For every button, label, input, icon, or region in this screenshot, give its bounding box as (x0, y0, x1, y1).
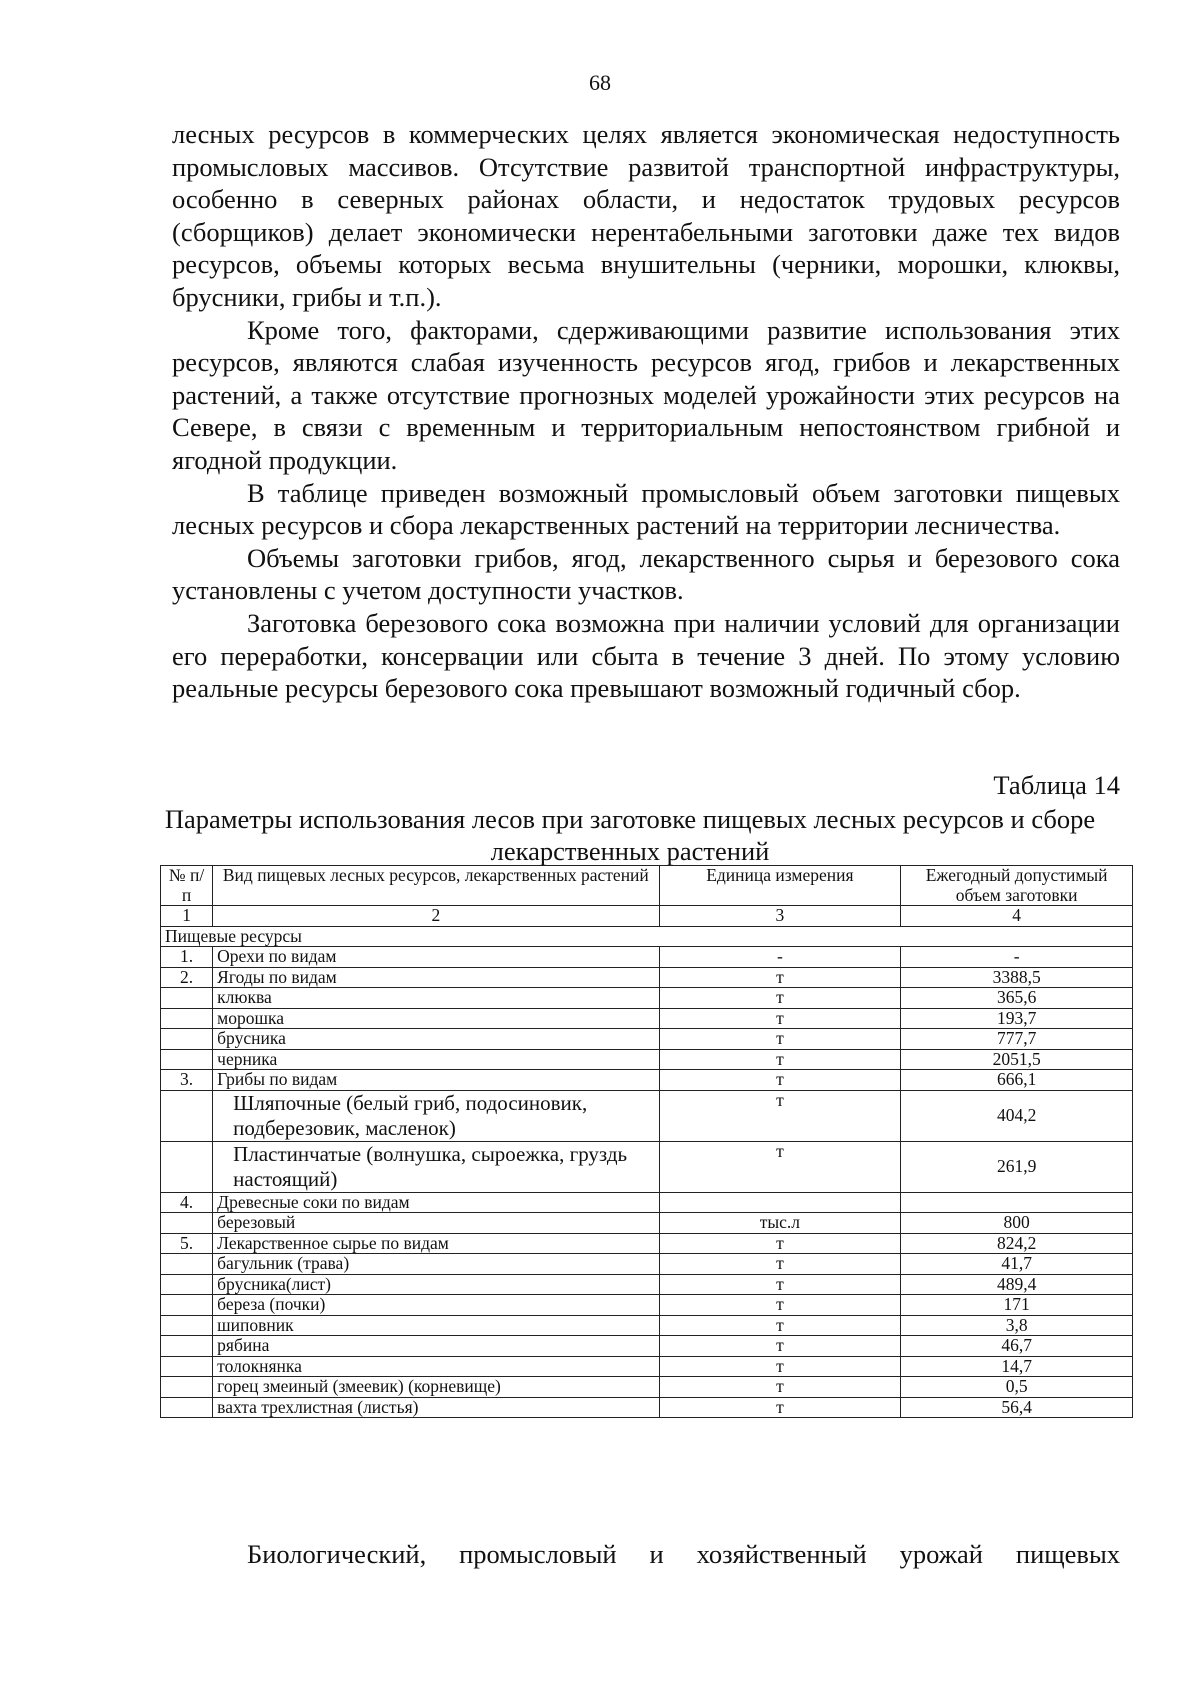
table-row (161, 1049, 1133, 1070)
resource-name-cell: Орехи по видам (213, 947, 659, 968)
row-number-cell (161, 1356, 213, 1377)
unit-cell: т (659, 1295, 901, 1316)
row-number-cell (161, 1213, 213, 1234)
table-row (161, 988, 1133, 1009)
paragraph: Объемы заготовки грибов, ягод, лекарственного сырья и березового сока установлены с учетом доступности участков. (172, 542, 1120, 606)
volume-cell: 56,4 (901, 1397, 1133, 1418)
row-number-cell (161, 1295, 213, 1316)
table-row (161, 947, 1133, 968)
resources-table (160, 865, 1133, 1418)
table-row (161, 1233, 1133, 1254)
resource-name-cell: вахта трехлистная (листья) (213, 1397, 659, 1418)
row-number-cell (161, 1336, 213, 1357)
volume-cell: 171 (901, 1295, 1133, 1316)
volume-cell: 666,1 (901, 1070, 1133, 1091)
unit-cell: т (659, 1356, 901, 1377)
resource-name-cell: Лекарственное сырье по видам (213, 1233, 659, 1254)
unit-cell: т (659, 1336, 901, 1357)
table-row (161, 1090, 1133, 1141)
volume-cell: 193,7 (901, 1008, 1133, 1029)
table-row (161, 1213, 1133, 1234)
table-row (161, 1254, 1133, 1275)
row-number-cell (161, 988, 213, 1009)
resource-name-cell: горец змеиный (змеевик) (корневище) (213, 1377, 659, 1398)
row-number-cell (161, 1377, 213, 1398)
unit-cell (659, 1192, 901, 1213)
header-cell: Вид пищевых лесных ресурсов, лекарственных растений (213, 866, 659, 906)
volume-cell: 46,7 (901, 1336, 1133, 1357)
row-number-cell: 3. (161, 1070, 213, 1091)
unit-cell: т (659, 988, 901, 1009)
row-number-cell (161, 1254, 213, 1275)
resource-name-cell: черника (213, 1049, 659, 1070)
header-number-cell: 3 (659, 906, 901, 927)
header-number-cell: 2 (213, 906, 659, 927)
body-text (172, 118, 1120, 705)
volume-cell (901, 1192, 1133, 1213)
section-cell: Пищевые ресурсы (161, 926, 1133, 947)
volume-cell: 824,2 (901, 1233, 1133, 1254)
row-number-cell (161, 1090, 213, 1141)
header-number-cell: 4 (901, 906, 1133, 927)
resource-name-cell: Шляпочные (белый гриб, подосиновик, подберезовик, масленок) (213, 1090, 659, 1141)
volume-cell: 2051,5 (901, 1049, 1133, 1070)
unit-cell: т (659, 1029, 901, 1050)
table-caption: Таблица 14 (993, 770, 1120, 800)
paragraph: Заготовка березового сока возможна при наличии условий для организации его переработки, консервации или сбыта в течение 3 дней. По этому условию реальные ресурсы березового сока превышают возможный годичный сбор. (172, 607, 1120, 704)
unit-cell: т (659, 1090, 901, 1141)
paragraph: Кроме того, факторами, сдерживающими развитие использования этих ресурсов, являются слабая изученность ресурсов ягод, грибов и лекарственных растений, а также отсутствие прогнозных моделей урожайности этих ресурсов на Севере, в связи с временным и территориальным непостоянством грибной и ягодной продукции. (172, 314, 1120, 475)
row-number-cell: 2. (161, 967, 213, 988)
paragraph: В таблице приведен возможный промысловый объем заготовки пищевых лесных ресурсов и сбора лекарственных растений на территории лесничества. (172, 477, 1120, 541)
row-number-cell (161, 1049, 213, 1070)
volume-cell: 777,7 (901, 1029, 1133, 1050)
row-number-cell (161, 1274, 213, 1295)
volume-cell: 365,6 (901, 988, 1133, 1009)
row-number-cell (161, 1008, 213, 1029)
resource-name-cell: клюква (213, 988, 659, 1009)
volume-cell: 404,2 (901, 1090, 1133, 1141)
table-row (161, 1008, 1133, 1029)
resource-name-cell: шиповник (213, 1315, 659, 1336)
volume-cell: 3,8 (901, 1315, 1133, 1336)
table-title: Параметры использования лесов при заготовке пищевых лесных ресурсов и сборе лекарственных растений (164, 804, 1096, 866)
paragraph: лесных ресурсов в коммерческих целях является экономическая недоступность промысловых массивов. Отсутствие развитой транспортной инфраструктуры, особенно в северных районах области, и недостаток трудовых ресурсов (сборщиков) делает экономически нерентабельными заготовки даже тех видов ресурсов, объемы которых весьма внушительны (черники, морошки, клюквы, брусники, грибы и т.п.). (172, 119, 1120, 312)
table-row (161, 1274, 1133, 1295)
row-number-cell (161, 1397, 213, 1418)
unit-cell: т (659, 1377, 901, 1398)
volume-cell: 0,5 (901, 1377, 1133, 1398)
unit-cell: т (659, 1274, 901, 1295)
volume-cell: 41,7 (901, 1254, 1133, 1275)
volume-cell: 14,7 (901, 1356, 1133, 1377)
table-row (161, 1295, 1133, 1316)
header-number-cell: 1 (161, 906, 213, 927)
unit-cell: - (659, 947, 901, 968)
unit-cell: т (659, 1141, 901, 1192)
table-header-number-row (161, 906, 1133, 927)
header-cell: Ежегодный допустимый объем заготовки (901, 866, 1133, 906)
table-row (161, 1397, 1133, 1418)
resource-name-cell: толокнянка (213, 1356, 659, 1377)
final-line: Биологический, промысловый и хозяйственный урожай пищевых (247, 1539, 1120, 1569)
volume-cell: 3388,5 (901, 967, 1133, 988)
table-row (161, 1336, 1133, 1357)
table-row (161, 1356, 1133, 1377)
unit-cell: т (659, 1049, 901, 1070)
table-header-row (161, 866, 1133, 906)
table-row (161, 1192, 1133, 1213)
volume-cell: - (901, 947, 1133, 968)
table-row (161, 1141, 1133, 1192)
volume-cell: 800 (901, 1213, 1133, 1234)
row-number-cell: 5. (161, 1233, 213, 1254)
resource-name-cell: Грибы по видам (213, 1070, 659, 1091)
resource-name-cell: брусника (213, 1029, 659, 1050)
table-row (161, 967, 1133, 988)
row-number-cell (161, 1141, 213, 1192)
unit-cell: т (659, 1397, 901, 1418)
table-row (161, 1377, 1133, 1398)
resource-name-cell: морошка (213, 1008, 659, 1029)
unit-cell: т (659, 967, 901, 988)
resource-name-cell: Ягоды по видам (213, 967, 659, 988)
resource-name-cell: Древесные соки по видам (213, 1192, 659, 1213)
unit-cell: т (659, 1254, 901, 1275)
row-number-cell (161, 1315, 213, 1336)
resource-name-cell: Пластинчатые (волнушка, сыроежка, груздь настоящий) (213, 1141, 659, 1192)
table-row (161, 1029, 1133, 1050)
table-row (161, 1070, 1133, 1091)
header-cell: Единица измерения (659, 866, 901, 906)
unit-cell: т (659, 1008, 901, 1029)
row-number-cell: 1. (161, 947, 213, 968)
volume-cell: 489,4 (901, 1274, 1133, 1295)
row-number-cell (161, 1029, 213, 1050)
unit-cell: т (659, 1233, 901, 1254)
row-number-cell: 4. (161, 1192, 213, 1213)
table-section-row (161, 926, 1133, 947)
resource-name-cell: рябина (213, 1336, 659, 1357)
unit-cell: т (659, 1315, 901, 1336)
unit-cell: т (659, 1070, 901, 1091)
header-cell: № п/п (161, 866, 213, 906)
unit-cell: тыс.л (659, 1213, 901, 1234)
volume-cell: 261,9 (901, 1141, 1133, 1192)
resource-name-cell: брусника(лист) (213, 1274, 659, 1295)
table-row (161, 1315, 1133, 1336)
resource-name-cell: багульник (трава) (213, 1254, 659, 1275)
resource-name-cell: береза (почки) (213, 1295, 659, 1316)
resource-name-cell: березовый (213, 1213, 659, 1234)
page-number: 68 (589, 70, 611, 95)
